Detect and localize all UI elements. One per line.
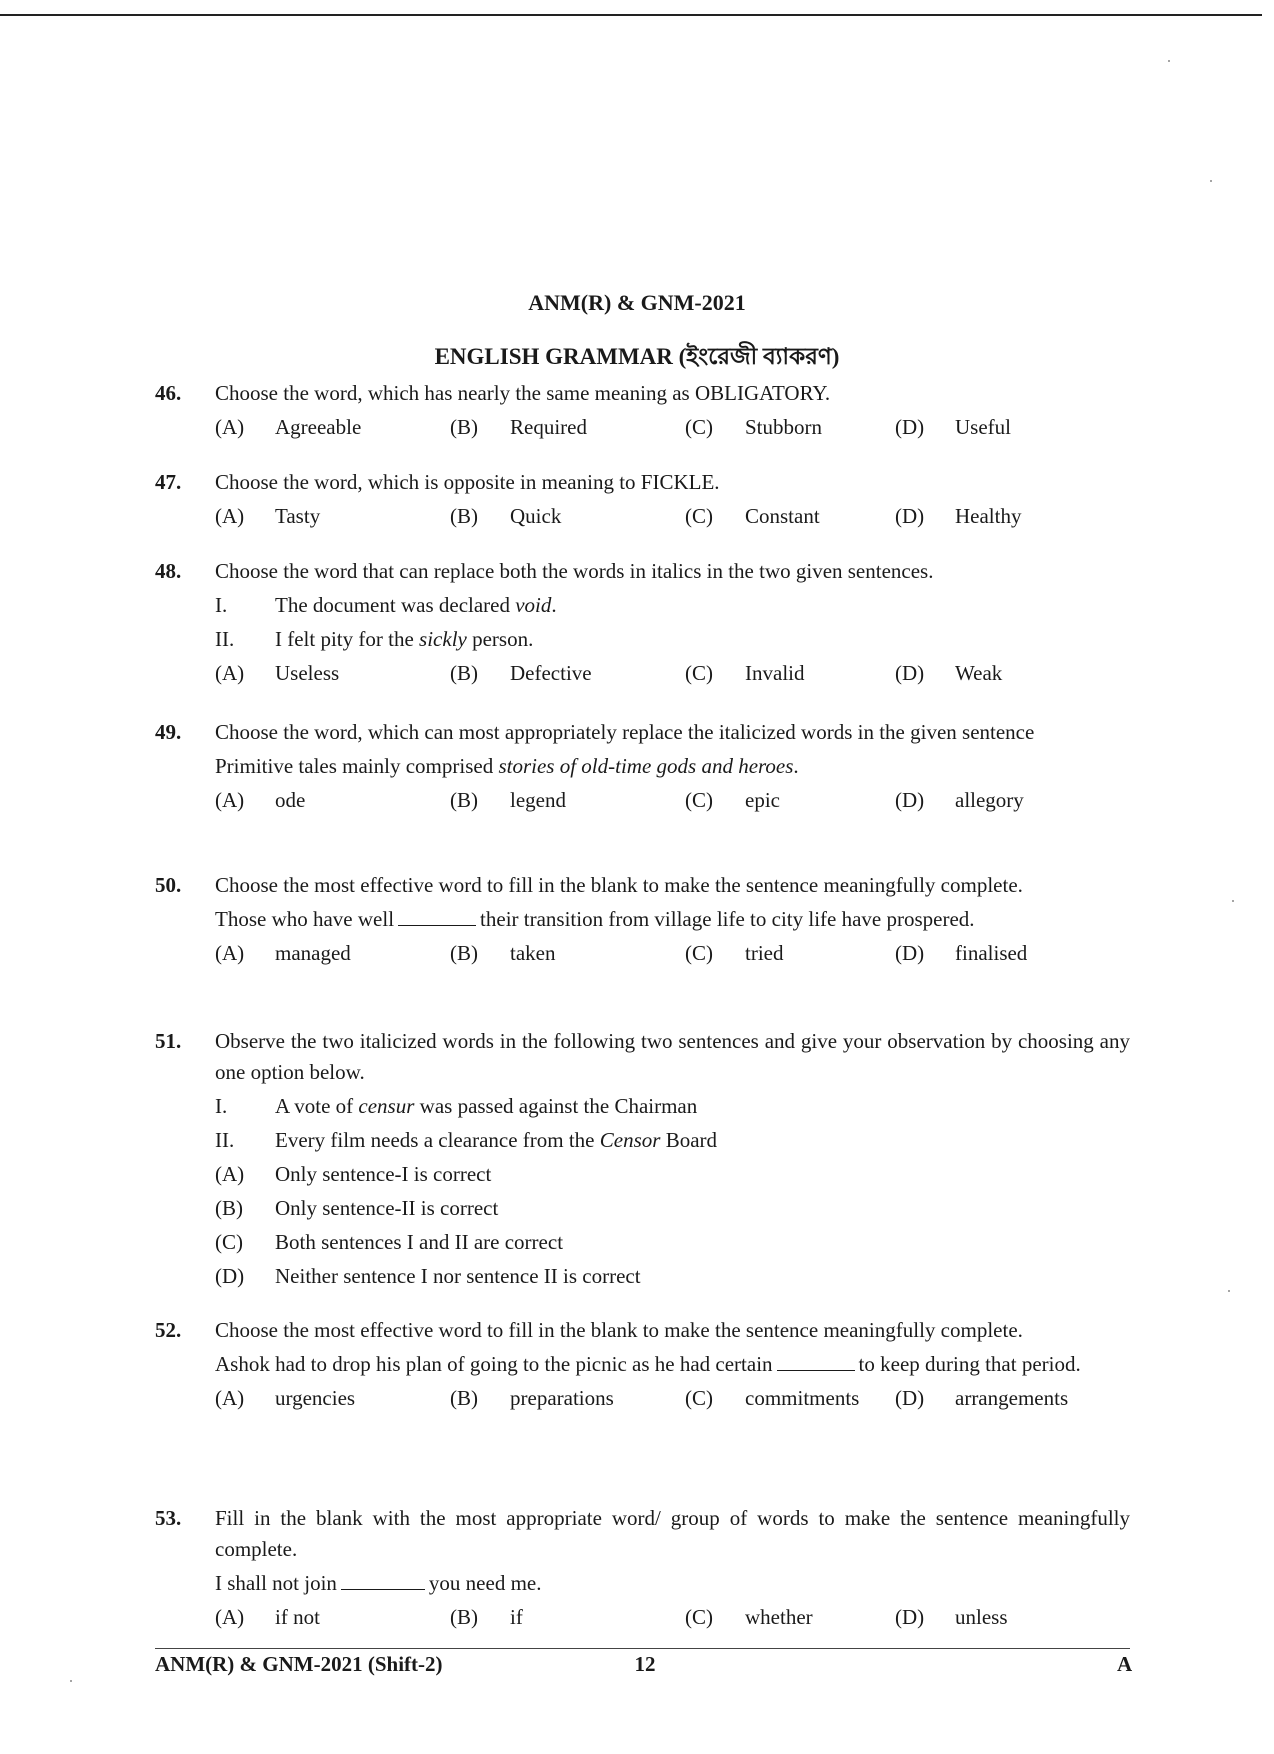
option-label: (D) bbox=[215, 1264, 245, 1288]
option-d bbox=[895, 1383, 1068, 1414]
italic-phrase: stories of old-time gods and heroes bbox=[498, 754, 794, 778]
option-a bbox=[215, 501, 320, 532]
given-sentence bbox=[215, 1568, 1130, 1599]
option-b bbox=[450, 1602, 523, 1633]
sentence-text-end: was passed against the Chairman bbox=[414, 1094, 698, 1118]
option-a bbox=[215, 938, 351, 969]
option-label: (D) bbox=[895, 661, 925, 685]
option-label: (C) bbox=[685, 788, 713, 812]
option-text: Useless bbox=[275, 661, 340, 685]
option-text: Both sentences I and II are correct bbox=[275, 1230, 564, 1254]
given-sentence bbox=[215, 1349, 1130, 1380]
footer-exam-label: ANM(R) & GNM-2021 (Shift-2) bbox=[155, 1652, 443, 1676]
question-stem: Choose the most effective word to fill in the blank to make the sentence meaningfully complete. bbox=[215, 873, 1023, 897]
sentence-text: I shall not join bbox=[215, 1571, 337, 1595]
option-label: (B) bbox=[450, 1605, 478, 1629]
option-d bbox=[215, 1261, 1130, 1292]
options-row bbox=[215, 1383, 1130, 1414]
option-b bbox=[450, 658, 592, 689]
option-label: (D) bbox=[895, 941, 925, 965]
page-number: 12 bbox=[634, 1652, 656, 1676]
options-row bbox=[215, 1602, 1130, 1633]
option-a bbox=[215, 1602, 320, 1633]
option-text: tried bbox=[745, 941, 784, 965]
question-stem: Observe the two italicized words in the following two sentences and give your observation by choosing any one option below. bbox=[215, 1029, 1130, 1084]
option-label: (D) bbox=[895, 1605, 925, 1629]
option-d bbox=[895, 1602, 1008, 1633]
option-c bbox=[685, 938, 783, 969]
option-text: Weak bbox=[955, 661, 1003, 685]
option-label: (A) bbox=[215, 415, 245, 439]
option-label: (B) bbox=[215, 1196, 243, 1220]
option-text: ode bbox=[275, 788, 306, 812]
option-label: (A) bbox=[215, 788, 245, 812]
question-52 bbox=[155, 1315, 1130, 1414]
question-48 bbox=[155, 556, 1130, 689]
option-label: (C) bbox=[685, 1605, 713, 1629]
option-label: (C) bbox=[215, 1230, 243, 1254]
option-d bbox=[895, 938, 1027, 969]
sentence-text-end: you need me. bbox=[428, 1571, 542, 1595]
option-text: taken bbox=[510, 941, 556, 965]
question-stem: Choose the most effective word to fill in the blank to make the sentence meaningfully complete. bbox=[215, 1318, 1023, 1342]
question-number: 50. bbox=[155, 873, 182, 897]
option-text: Healthy bbox=[955, 504, 1022, 528]
sentence-text-end: Board bbox=[660, 1128, 718, 1152]
italic-word: censur bbox=[358, 1094, 415, 1118]
option-label: (C) bbox=[685, 661, 713, 685]
scan-speck bbox=[70, 1680, 72, 1682]
option-c bbox=[685, 785, 780, 816]
answer-blank bbox=[341, 1571, 425, 1590]
option-text: commitments bbox=[745, 1386, 860, 1410]
question-47 bbox=[155, 467, 1130, 532]
given-sentence bbox=[215, 751, 1130, 782]
top-rule bbox=[0, 14, 1262, 16]
section-title: ENGLISH GRAMMAR (ইংরেজী ব্যাকরণ) bbox=[434, 344, 840, 369]
option-text: urgencies bbox=[275, 1386, 356, 1410]
option-d bbox=[895, 412, 1011, 443]
sentence-text: The document was declared bbox=[275, 593, 516, 617]
answer-blank bbox=[777, 1352, 855, 1371]
option-label: (B) bbox=[450, 504, 478, 528]
sentence-text-end: to keep during that period. bbox=[858, 1352, 1081, 1376]
option-c bbox=[215, 1227, 1130, 1258]
sentence-text-end: . bbox=[793, 754, 799, 778]
option-b bbox=[450, 785, 566, 816]
option-text: Useful bbox=[955, 415, 1011, 439]
option-text: if not bbox=[275, 1605, 320, 1629]
question-stem: Choose the word, which is opposite in meaning to FICKLE. bbox=[215, 470, 720, 494]
italic-word: sickly bbox=[419, 627, 467, 651]
question-stem: Choose the word, which has nearly the same meaning as OBLIGATORY. bbox=[215, 381, 831, 405]
option-text: Invalid bbox=[745, 661, 805, 685]
options-row bbox=[215, 938, 1130, 969]
footer-rule bbox=[155, 1648, 1130, 1649]
option-text: legend bbox=[510, 788, 566, 812]
question-number: 46. bbox=[155, 381, 182, 405]
question-46 bbox=[155, 378, 1130, 443]
option-text: arrangements bbox=[955, 1386, 1069, 1410]
exam-title: ANM(R) & GNM-2021 bbox=[528, 290, 746, 315]
answer-blank bbox=[398, 907, 476, 926]
option-a bbox=[215, 1383, 355, 1414]
scan-speck bbox=[1210, 180, 1212, 182]
option-text: Agreeable bbox=[275, 415, 362, 439]
option-label: (A) bbox=[215, 504, 245, 528]
option-label: (B) bbox=[450, 941, 478, 965]
option-c bbox=[685, 1602, 813, 1633]
question-number: 47. bbox=[155, 470, 182, 494]
question-number: 52. bbox=[155, 1318, 182, 1342]
option-label: (C) bbox=[685, 415, 713, 439]
options-row bbox=[215, 412, 1130, 443]
option-b bbox=[215, 1193, 1130, 1224]
question-49 bbox=[155, 717, 1130, 816]
option-text: finalised bbox=[955, 941, 1028, 965]
option-text: epic bbox=[745, 788, 780, 812]
sentence-ii bbox=[215, 1125, 1130, 1156]
option-label: (A) bbox=[215, 661, 245, 685]
option-label: (C) bbox=[685, 1386, 713, 1410]
option-text: Quick bbox=[510, 504, 562, 528]
option-c bbox=[685, 501, 820, 532]
sentence-text-end: their transition from village life to city life have prospered. bbox=[480, 907, 975, 931]
question-stem: Choose the word that can replace both the words in italics in the two given sentences. bbox=[215, 559, 934, 583]
option-c bbox=[685, 412, 822, 443]
sentence-label: II. bbox=[215, 627, 235, 651]
given-sentence bbox=[215, 904, 1130, 935]
option-label: (B) bbox=[450, 788, 478, 812]
option-b bbox=[450, 501, 561, 532]
option-label: (A) bbox=[215, 1605, 245, 1629]
option-text: managed bbox=[275, 941, 351, 965]
option-a bbox=[215, 785, 305, 816]
scan-speck bbox=[1228, 1290, 1230, 1292]
italic-word: void bbox=[515, 593, 552, 617]
sentence-i bbox=[215, 1091, 1130, 1122]
option-text: Stubborn bbox=[745, 415, 823, 439]
option-text: if bbox=[510, 1605, 523, 1629]
option-b bbox=[450, 938, 555, 969]
option-label: (B) bbox=[450, 415, 478, 439]
option-d bbox=[895, 785, 1024, 816]
option-label: (B) bbox=[450, 661, 478, 685]
italic-word: Censor bbox=[599, 1128, 661, 1152]
option-text: Defective bbox=[510, 661, 592, 685]
option-a bbox=[215, 658, 339, 689]
option-text: Only sentence-I is correct bbox=[275, 1162, 492, 1186]
option-label: (A) bbox=[215, 1162, 245, 1186]
options-row bbox=[215, 658, 1130, 689]
options-row bbox=[215, 501, 1130, 532]
option-d bbox=[895, 658, 1002, 689]
option-label: (D) bbox=[895, 504, 925, 528]
sentence-text: Those who have well bbox=[215, 907, 395, 931]
option-label: (C) bbox=[685, 941, 713, 965]
options-row bbox=[215, 785, 1130, 816]
option-label: (A) bbox=[215, 1386, 245, 1410]
option-label: (B) bbox=[450, 1386, 478, 1410]
option-text: preparations bbox=[510, 1386, 614, 1410]
sentence-text-end: person. bbox=[466, 627, 534, 651]
question-number: 49. bbox=[155, 720, 182, 744]
option-text: unless bbox=[955, 1605, 1008, 1629]
option-text: Neither sentence I nor sentence II is correct bbox=[275, 1264, 641, 1288]
question-number: 53. bbox=[155, 1506, 182, 1530]
sentence-i bbox=[215, 590, 1130, 621]
option-c bbox=[685, 1383, 859, 1414]
option-b bbox=[450, 1383, 614, 1414]
scan-speck bbox=[1232, 900, 1234, 902]
sentence-text: Ashok had to drop his plan of going to the picnic as he had certain bbox=[215, 1352, 773, 1376]
option-text: Required bbox=[510, 415, 587, 439]
option-text: allegory bbox=[955, 788, 1024, 812]
sentence-text: Primitive tales mainly comprised bbox=[215, 754, 499, 778]
sentence-text: A vote of bbox=[275, 1094, 359, 1118]
option-a bbox=[215, 412, 361, 443]
option-c bbox=[685, 658, 804, 689]
question-stem: Choose the word, which can most appropriately replace the italicized words in the given sentence bbox=[215, 720, 1035, 744]
option-text: whether bbox=[745, 1605, 813, 1629]
option-d bbox=[895, 501, 1021, 532]
sentence-text-end: . bbox=[551, 593, 557, 617]
option-text: Only sentence-II is correct bbox=[275, 1196, 499, 1220]
sentence-label: I. bbox=[215, 1094, 228, 1118]
sentence-text: Every film needs a clearance from the bbox=[275, 1128, 600, 1152]
sentence-text: I felt pity for the bbox=[275, 627, 420, 651]
option-text: Constant bbox=[745, 504, 820, 528]
question-53 bbox=[155, 1503, 1130, 1633]
question-number: 51. bbox=[155, 1029, 182, 1053]
option-label: (D) bbox=[895, 1386, 925, 1410]
sentence-ii bbox=[215, 624, 1130, 655]
option-label: (A) bbox=[215, 941, 245, 965]
option-label: (D) bbox=[895, 415, 925, 439]
question-set: A bbox=[1117, 1652, 1133, 1676]
option-text: Tasty bbox=[275, 504, 321, 528]
option-a bbox=[215, 1159, 1130, 1190]
option-b bbox=[450, 412, 587, 443]
sentence-label: I. bbox=[215, 593, 228, 617]
scan-speck bbox=[1168, 60, 1170, 62]
question-stem: Fill in the blank with the most appropriate word/ group of words to make the sentence meaningfully complete. bbox=[215, 1506, 1130, 1561]
question-50 bbox=[155, 870, 1130, 969]
question-number: 48. bbox=[155, 559, 182, 583]
option-label: (D) bbox=[895, 788, 925, 812]
question-51 bbox=[155, 1026, 1130, 1292]
sentence-label: II. bbox=[215, 1128, 235, 1152]
option-label: (C) bbox=[685, 504, 713, 528]
